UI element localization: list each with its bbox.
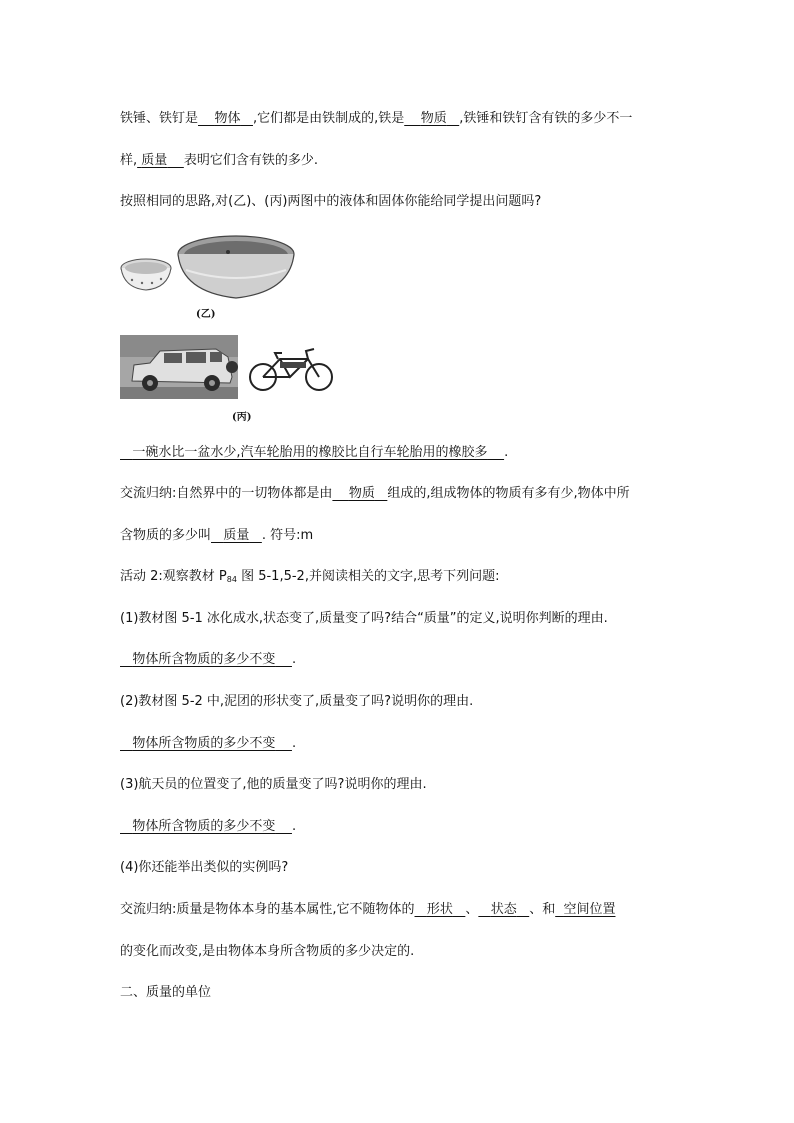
text: 交流归纳:质量是物体本身的基本属性,它不随物体的 bbox=[120, 902, 415, 917]
blank-answer bbox=[404, 111, 459, 126]
blank-answer bbox=[137, 153, 184, 168]
text: . 符号:m bbox=[261, 528, 314, 543]
blank-answer bbox=[198, 111, 253, 126]
blank-answer bbox=[415, 902, 466, 917]
answer-text: 一碗水比一盆水少,汽车轮胎用的橡胶比自行车轮胎用的橡胶多 bbox=[132, 445, 488, 460]
figure-caption-bing: (丙) bbox=[232, 412, 252, 423]
blank-answer bbox=[120, 736, 292, 751]
answer-comparison bbox=[120, 444, 508, 462]
answer-3: 物体所含物质的多少不变 . bbox=[120, 818, 296, 836]
text: 含物质的多少叫 bbox=[120, 528, 212, 543]
answer-text: 空间位置 bbox=[563, 902, 616, 917]
section-heading-units: 二、质量的单位 bbox=[120, 985, 212, 1000]
question-3: (3)航天员的位置变了,他的质量变了吗?说明你的理由. bbox=[120, 777, 427, 792]
answer-text: 物体所含物质的多少不变 bbox=[132, 819, 276, 834]
text: 交流归纳:自然界中的一切物体都是由 bbox=[120, 486, 333, 501]
text: 图 5-1,5-2,并阅读相关的文字,思考下列问题: bbox=[236, 569, 500, 584]
question-4: (4)你还能举出类似的实例吗? bbox=[120, 860, 289, 875]
blank-answer bbox=[120, 819, 292, 834]
text: 活动 2:观察教材 P bbox=[120, 569, 227, 584]
blank-answer bbox=[555, 902, 615, 917]
paragraph-iron-objects bbox=[120, 110, 632, 128]
question-1: (1)教材图 5-1 冰化成水,状态变了,质量变了吗?结合“质量”的定义,说明你判断的理由. bbox=[120, 611, 608, 626]
text: ,它们都是由铁制成的,铁是 bbox=[252, 111, 405, 126]
text: 、和 bbox=[529, 902, 556, 917]
blank-answer bbox=[478, 902, 529, 917]
question-prompt: 按照相同的思路,对(乙)、(丙)两图中的液体和固体你能给同学提出问题吗? bbox=[120, 194, 542, 209]
answer-text: 物体所含物质的多少不变 bbox=[132, 736, 276, 751]
blank-answer bbox=[120, 652, 292, 667]
answer-text: 质量 bbox=[223, 528, 250, 543]
answer-text: 物体所含物质的多少不变 bbox=[132, 652, 276, 667]
paragraph-iron-objects-cont bbox=[120, 152, 318, 170]
answer-1: 物体所含物质的多少不变 . bbox=[120, 651, 296, 669]
blank-answer bbox=[332, 486, 387, 501]
question-2: (2)教材图 5-2 中,泥团的形状变了,质量变了吗?说明你的理由. bbox=[120, 694, 474, 709]
text: . bbox=[504, 445, 509, 460]
answer-text: 状态 bbox=[490, 902, 517, 917]
figure-car-bicycle bbox=[120, 335, 340, 400]
blank-answer bbox=[120, 445, 504, 460]
answer-text: 物质 bbox=[420, 111, 447, 126]
text: 铁锤、铁钉是 bbox=[120, 111, 199, 126]
summary-mass-property-cont: 的变化而改变,是由物体本身所含物质的多少决定的. bbox=[120, 944, 415, 959]
answer-text: 质量 bbox=[141, 153, 168, 168]
figure-bowl-basin bbox=[118, 230, 298, 305]
answer-text: 物质 bbox=[348, 486, 375, 501]
page-subscript: 84 bbox=[226, 575, 237, 584]
blank-answer bbox=[211, 528, 262, 543]
answer-text: 形状 bbox=[426, 902, 453, 917]
text: 、 bbox=[465, 902, 479, 917]
summary-mass-property bbox=[120, 901, 615, 919]
summary-mass-definition bbox=[120, 527, 313, 545]
text: 表明它们含有铁的多少. bbox=[183, 153, 318, 168]
figure-caption-yi: (乙) bbox=[196, 309, 216, 320]
answer-text: 物体 bbox=[214, 111, 241, 126]
summary-matter bbox=[120, 485, 630, 503]
text: ,铁锤和铁钉含有铁的多少不一 bbox=[459, 111, 633, 126]
activity-2-heading bbox=[120, 568, 499, 589]
text: 样, bbox=[120, 153, 138, 168]
text: 组成的,组成物体的物质有多有少,物体中所 bbox=[387, 486, 630, 501]
answer-2: 物体所含物质的多少不变 . bbox=[120, 735, 296, 753]
